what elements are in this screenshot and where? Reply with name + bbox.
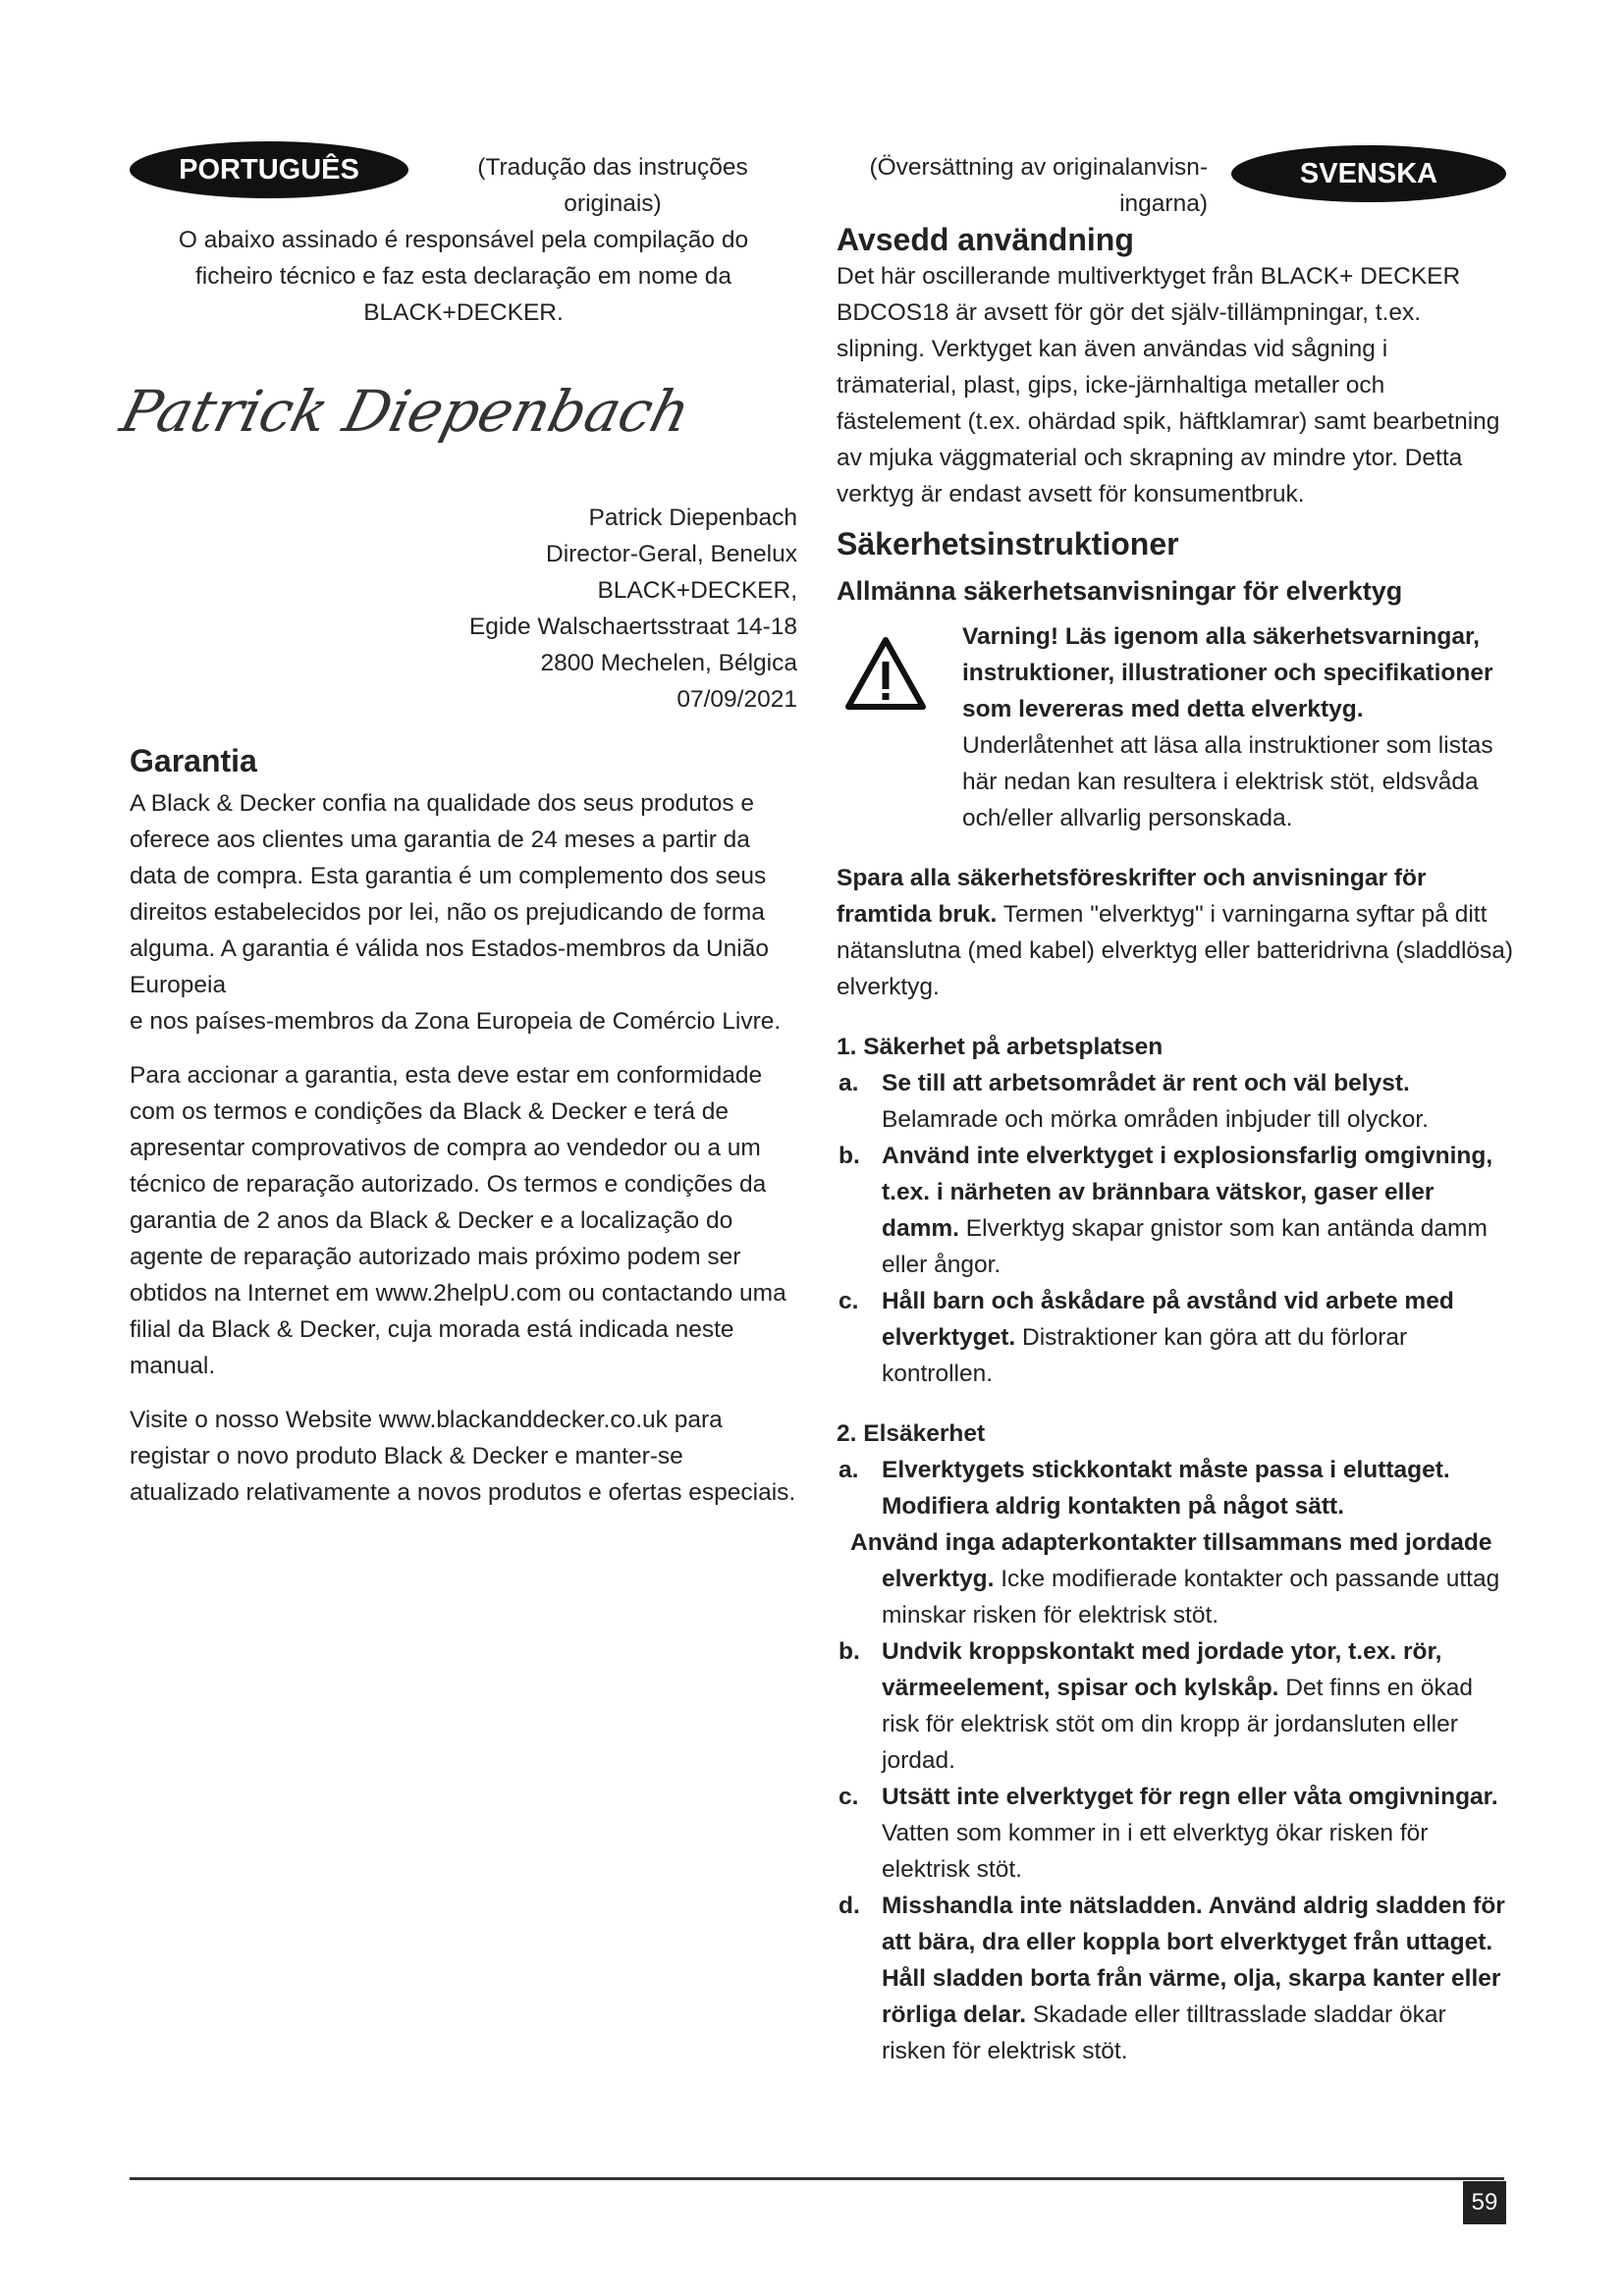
section-2-heading: 2. Elsäkerhet [837,1420,986,1447]
adapter-note-text: Icke modifierade kontakter och passande uttag minskar risken för elektrisk stöt. [882,1566,1500,1629]
list-item-text: Det finns en ökad risk för elektrisk stöt om din kropp är jordansluten eller jordad. [882,1675,1473,1774]
signature [114,345,797,462]
intro-paragraph: O abaixo assinado é responsável pela compilação do ficheiro técnico e faz esta declaração em nome da BLACK+DECKER. [178,227,749,326]
safety-heading: Säkerhetsinstruktioner [837,526,1179,561]
list-marker: d. [839,1893,860,1919]
signer-title: Director-Geral, Benelux [546,541,797,567]
left-column [114,149,797,1511]
list-item-bold: Utsätt inte elverktyget för regn eller våta omgivningar. [882,1784,1498,1810]
signature-text: Patrick Diepenbach [114,377,697,445]
list-item-bold: Se till att arbetsområdet är rent och väl belyst. [882,1070,1410,1096]
garantia-paragraph-1b: e nos países-membros da Zona Europeia de Comércio Livre. [130,1008,782,1035]
list-item-text: Belamrade och mörka områden inbjuder till olyckor. [882,1106,1429,1133]
list-item-text: Distraktioner kan göra att du förlorar kontrollen. [882,1324,1408,1387]
section-1-heading: 1. Säkerhet på arbetsplatsen [837,1034,1164,1060]
warning-text: Underlåtenhet att läsa alla instruktioner som listas här nedan kan resultera i elektrisk stöt, eldsvåda och/eller allvarlig personskada. [962,732,1493,831]
badge-label: PORTUGUÊS [179,153,359,186]
list-item [837,1283,1514,1392]
list-marker: b. [839,1638,860,1665]
page-number-text: 59 [1471,2189,1498,2216]
list-item-bold: Använd inte elverktyget i explosionsfarlig omgivning, t.ex. i närheten av brännbara vätskor, gaser eller damm. [882,1143,1493,1242]
signer-company: BLACK+DECKER, [597,577,797,604]
garantia-heading: Garantia [130,743,257,778]
list-item-text: Skadade eller tilltrasslade sladdar ökar risken för elektrisk stöt. [882,2002,1446,2064]
save-instructions [837,860,1514,1005]
signer-city: 2800 Mechelen, Bélgica [540,650,797,676]
signer-date: 07/09/2021 [677,686,797,713]
list-marker: c. [839,1288,859,1314]
save-instructions-text: Termen "elverktyg" i varningarna syftar på ditt nätanslutna (med kabel) elverktyg eller batteridrivna (sladdlösa) elverktyg. [837,901,1514,1000]
warning-bold-text: Varning! Läs igenom alla säkerhetsvarningar, instruktioner, illustrationer och specifikationer som levereras med detta elverktyg. [962,623,1493,722]
translation-note-sv: (Översättning av originalanvisn-ingarna) [869,154,1208,217]
translation-note-pt: (Tradução das instruções originais) [477,154,748,217]
badge-label: SVENSKA [1299,157,1438,189]
adapter-note-bold: Använd inga adapterkontakter tillsammans med jordade elverktyg. [850,1529,1492,1592]
footer-rule [130,2177,1504,2180]
intended-use-text: Det här oscillerande multiverktyget från BLACK+ DECKER BDCOS18 är avsett för gör det själv-tillämpningar, t.ex. slipning. Verktyget kan även användas vid sågning i trämaterial, plast, gips, icke-järnhaltiga metaller och fästelement (t.ex. ohärdad spik, häftklamrar) samt bearbetning av mjuka väggmaterial och skrapning av mindre ytor. Detta verktyg är endast avsett för konsumentbruk. [837,263,1500,507]
garantia-paragraph-1: A Black & Decker confia na qualidade dos seus produtos e oferece aos clientes uma garantia de 24 meses a partir da data de compra. Esta garantia é um complemento dos seus direitos estabelecidos por lei, não os prejudicando de forma alguma. A garantia é válida nos Estados-membros da União Europeia [130,790,769,998]
list-item [837,1779,1514,1888]
list-item-text: Vatten som kommer in i ett elverktyg ökar risken för elektrisk stöt. [882,1820,1429,1883]
list-item [837,1065,1514,1138]
list-item [837,1452,1514,1524]
general-safety-heading: Allmänna säkerhetsanvisningar för elverktyg [837,576,1403,606]
list-item [837,1633,1514,1779]
list-item-bold: Elverktygets stickkontakt måste passa i eluttaget. Modifiera aldrig kontakten på något sätt. [882,1457,1450,1520]
list-marker: a. [839,1457,859,1483]
warning-block [837,618,1514,836]
signature-image [114,345,697,462]
list-marker: b. [839,1143,860,1169]
signer-name: Patrick Diepenbach [588,505,797,531]
garantia-paragraph-2: Para accionar a garantia, esta deve estar em conformidade com os termos e condições da Black & Decker e terá de apresentar comprovativos de compra ao vendedor ou a um técnico de reparação autorizado. Os termos e condições da garantia de 2 anos da Black & Decker e a localização do agente de reparação autorizado mais próximo podem ser obtidos na Internet em www.2helpU.com ou contactando uma filial da Black & Decker, cuja morada está indicada neste manual. [130,1062,786,1379]
adapter-note [837,1524,1514,1633]
list-item-bold: Undvik kroppskontakt med jordade ytor, t.ex. rör, värmeelement, spisar och kylskåp. [882,1638,1442,1701]
signer-street: Egide Walschaertsstraat 14-18 [468,614,797,640]
save-instructions-bold: Spara alla säkerhetsföreskrifter och anvisningar för framtida bruk. [837,865,1427,928]
right-column [837,149,1514,2069]
list-item-text: Elverktyg skapar gnistor som kan antända damm eller ångor. [882,1215,1488,1278]
list-item-bold: Misshandla inte nätsladden. Använd aldrig sladden för att bära, dra eller koppla bort elverktyget från uttaget. Håll sladden borta från värme, olja, skarpa kanter eller rörliga delar. [882,1893,1505,2028]
intended-use-heading: Avsedd användning [837,222,1134,257]
garantia-paragraph-3: Visite o nosso Website www.blackanddecker.co.uk para registar o novo produto Black & Decker e manter-se atualizado relativamente a novos produtos e ofertas especiais. [130,1407,796,1506]
warning-triangle-icon [844,636,927,711]
list-item [837,1138,1514,1283]
list-item [837,1888,1514,2069]
list-item-bold: Håll barn och åskådare på avstånd vid arbete med elverktyget. [882,1288,1454,1351]
list-marker: c. [839,1784,859,1810]
list-marker: a. [839,1070,859,1096]
page-number [1463,2181,1506,2224]
signer-block [130,500,797,718]
